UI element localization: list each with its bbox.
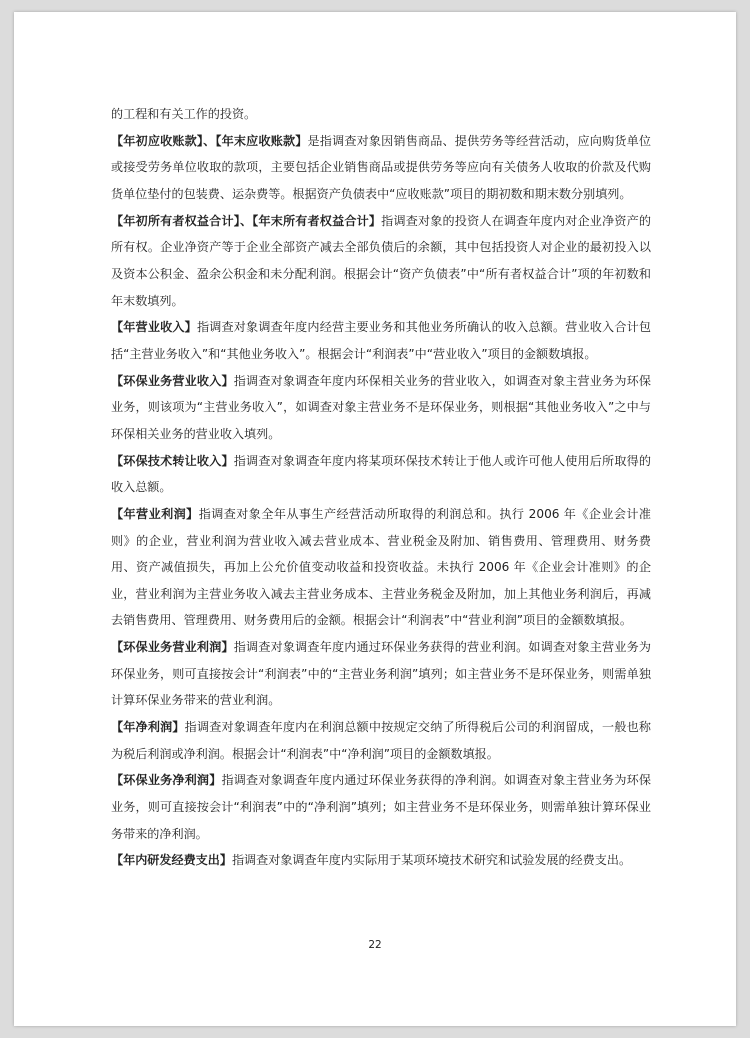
paragraph-term: 【环保技术转让收入】 xyxy=(111,453,234,468)
paragraph xyxy=(111,501,651,634)
paragraph-text: 的工程和有关工作的投资。 xyxy=(111,107,257,121)
paragraph xyxy=(111,448,651,501)
paragraph-text: 是指调查对象因销售商品、提供劳务等经营活动，应向购货单位或接受劳务单位收取的款项，主要包括企业销售商品或提供劳务等应向有关债务人收取的价款及代购货单位垫付的包装费、运杂费等。根据资产负债表中“应收账款”项目的期初数和期末数分别填列。 xyxy=(111,133,651,201)
paragraph-term: 【环保业务营业利润】 xyxy=(111,640,234,655)
paragraph-term: 【年营业利润】 xyxy=(111,506,199,521)
paragraph xyxy=(111,368,651,448)
paragraph-term: 【年初所有者权益合计】、【年末所有者权益合计】 xyxy=(111,213,382,228)
paragraph xyxy=(111,101,651,128)
paragraph xyxy=(111,634,651,714)
document-body xyxy=(111,101,651,874)
page-number: 22 xyxy=(368,939,382,951)
document-page xyxy=(14,12,736,1026)
paragraph-text: 指调查对象调查年度内经营主要业务和其他业务所确认的收入总额。营业收入合计包括“主营业务收入”和“其他业务收入”。根据会计“利润表”中“营业收入”项目的金额数填报。 xyxy=(111,320,651,361)
paragraph xyxy=(111,847,651,874)
paragraph-term: 【年营业收入】 xyxy=(111,320,197,335)
paragraph-term: 【年净利润】 xyxy=(111,720,185,735)
paragraph xyxy=(111,314,651,367)
paragraph xyxy=(111,767,651,847)
paragraph xyxy=(111,128,651,208)
paragraph-text: 指调查对象调查年度内通过环保业务获得的营业利润。如调查对象主营业务为环保业务，则可直接按会计“利润表”中的“主营业务利润”填列；如主营业务不是环保业务，则需单独计算环保业务带来的营业利润。 xyxy=(111,640,651,708)
paragraph-text: 指调查对象调查年度内环保相关业务的营业收入，如调查对象主营业务为环保业务，则该项为“主营业务收入”，如调查对象主营业务不是环保业务，则根据“其他业务收入”之中与环保相关业务的营业收入填列。 xyxy=(111,373,651,441)
paragraph xyxy=(111,714,651,767)
paragraph-text: 指调查对象调查年度内在利润总额中按规定交纳了所得税后公司的利润留成，一般也称为税后利润或净利润。根据会计“利润表”中“净利润”项目的金额数填报。 xyxy=(111,720,651,761)
paragraph-term: 【环保业务净利润】 xyxy=(111,773,222,788)
paragraph-text: 指调查对象调查年度内通过环保业务获得的净利润。如调查对象主营业务为环保业务，则可直接按会计“利润表”中的“净利润”填列；如主营业务不是环保业务，则需单独计算环保业务带来的净利润。 xyxy=(111,773,651,841)
paragraph-text: 指调查对象全年从事生产经营活动所取得的利润总和。执行 2006 年《企业会计准则》的企业，营业利润为营业收入减去营业成本、营业税金及附加、销售费用、管理费用、财务费用、资产减值损失，再加上公允价值变动收益和投资收益。未执行 2006 年《企业会计准则》的企业，营业利润为主营业务收入减去主营业务成本、主营业务税金及附加，加上其他业务利润后，再减去销售费用、管理费用、财务费用后的金额。根据会计“利润表”中“营业利润”项目的金额数填报。 xyxy=(111,506,651,628)
paragraph-term: 【年初应收账款】、【年末应收账款】 xyxy=(111,133,308,148)
paragraph-term: 【环保业务营业收入】 xyxy=(111,373,234,388)
paragraph-term: 【年内研发经费支出】 xyxy=(111,853,232,868)
paragraph-text: 指调查对象调查年度内将某项环保技术转让于他人或许可他人使用后所取得的收入总额。 xyxy=(111,453,651,495)
paragraph-text: 指调查对象调查年度内实际用于某项环境技术研究和试验发展的经费支出。 xyxy=(231,853,632,868)
paragraph xyxy=(111,208,651,315)
paragraph-text: 指调查对象的投资人在调查年度内对企业净资产的所有权。企业净资产等于企业全部资产减去全部负债后的余额，其中包括投资人对企业的最初投入以及资本公积金、盈余公积金和未分配利润。根据会计“资产负债表”中“所有者权益合计”项的年初数和年末数填列。 xyxy=(111,213,651,308)
